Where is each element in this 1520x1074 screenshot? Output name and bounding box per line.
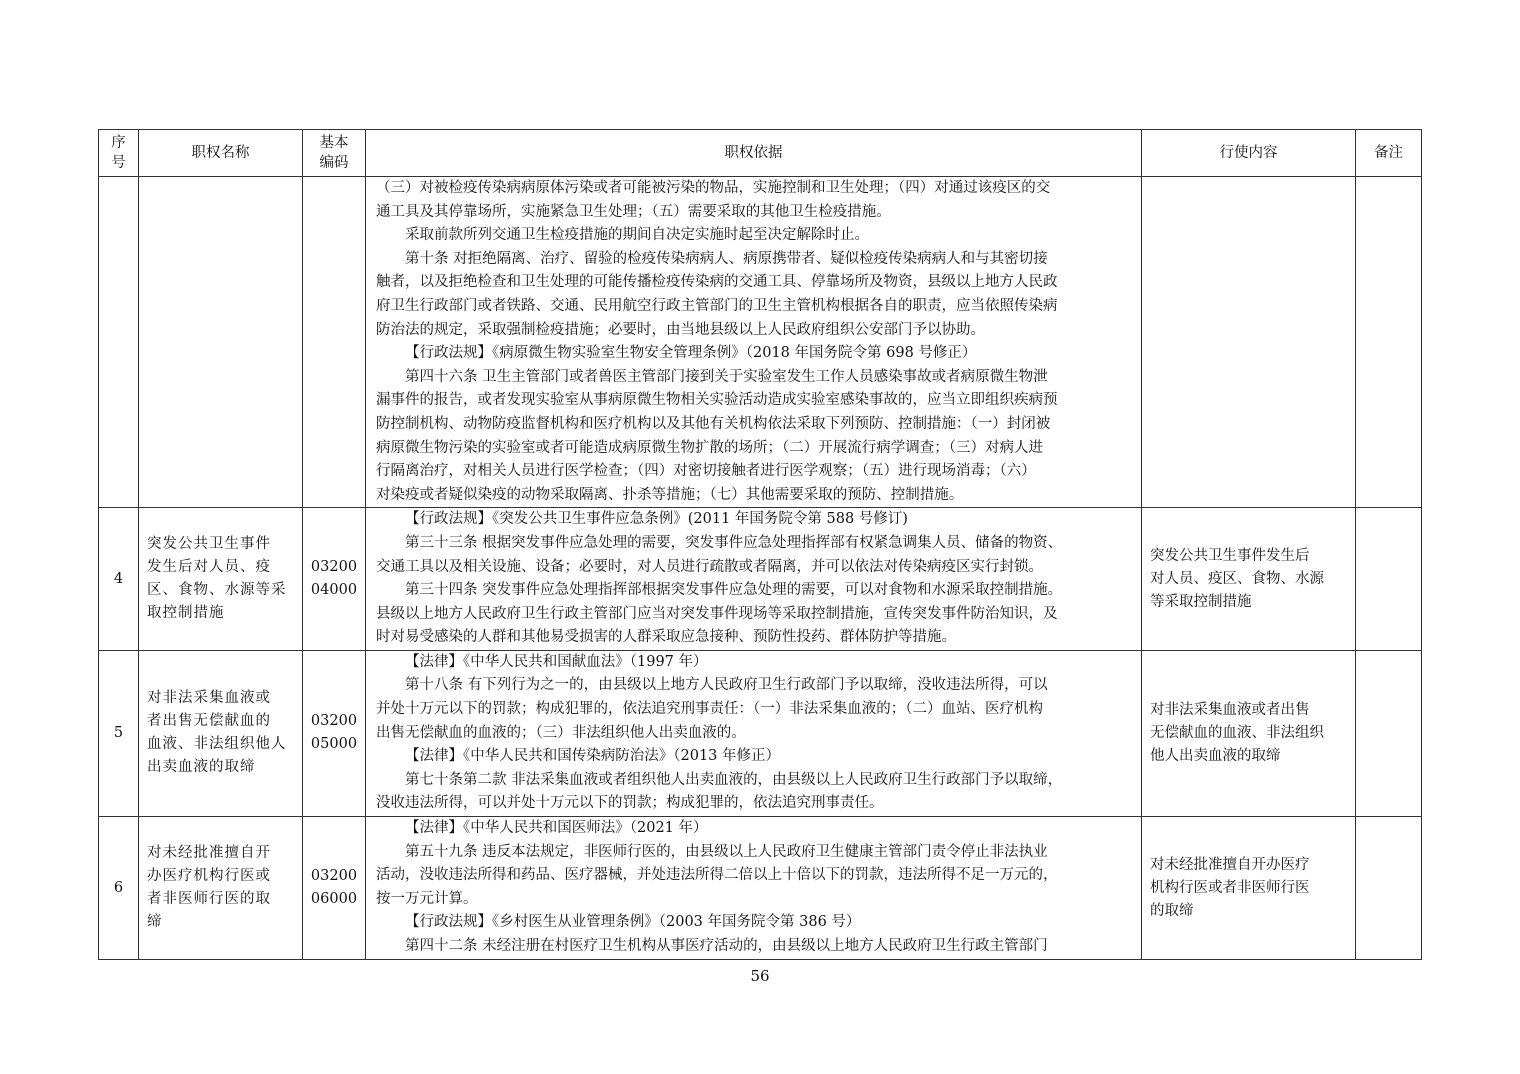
code-cell: 03200 05000 [303, 650, 366, 816]
basis-line: 【法律】《中华人民共和国献血法》（1997 年） [405, 653, 708, 670]
basis-line: 触者，以及拒绝检查和卫生处理的可能传播检疫传染病的交通工具、停靠场所及物资，县级以上地方人民政 [376, 274, 1058, 291]
remark-cell [1356, 650, 1422, 816]
name-cell: 对未经批准擅自开 办医疗机构行医或 者非医师行医的取 缔 [139, 817, 303, 960]
table-row-continuation [99, 177, 1422, 508]
remark-cell [1356, 177, 1422, 508]
basis-cell [366, 817, 1142, 960]
seq-cell: 4 [99, 508, 139, 651]
header-remark: 备注 [1356, 130, 1422, 177]
content-cell: 对未经批准擅自开办医疗 机构行医或者非医师行医 的取缔 [1142, 817, 1356, 960]
content-cell: 突发公共卫生事件发生后 对人员、疫区、食物、水源 等采取控制措施 [1142, 508, 1356, 651]
table-row [99, 817, 1422, 960]
basis-cell [366, 177, 1142, 508]
basis-line: 第七十条第二款 非法采集血液或者组织他人出卖血液的，由县级以上人民政府卫生行政部门予以取缔， [405, 771, 1063, 788]
basis-line: 【行政法规】《乡村医生从业管理条例》（2003 年国务院令第 386 号） [405, 914, 861, 931]
table-row [99, 508, 1422, 651]
seq-cell: 5 [99, 650, 139, 816]
code-cell [303, 177, 366, 508]
seq-cell [99, 177, 139, 508]
basis-line: 府卫生行政部门或者铁路、交通、民用航空行政主管部门的卫生主管机构根据各自的职责，应当依照传染病 [376, 297, 1058, 314]
remark-cell [1356, 508, 1422, 651]
basis-line: 第十条 对拒绝隔离、治疗、留验的检疫传染病病人、病原携带者、疑似检疫传染病病人和与其密切接 [405, 250, 1048, 267]
code-cell: 03200 06000 [303, 817, 366, 960]
basis-line: 病原微生物污染的实验室或者可能造成病原微生物扩散的场所；（二）开展流行病学调查；（三）对病人进 [376, 439, 1043, 456]
basis-line: 【行政法规】《病原微生物实验室生物安全管理条例》（2018 年国务院令第 698 号修正） [405, 345, 977, 362]
basis-line: 第四十六条 卫生主管部门或者兽医主管部门接到关于实验室发生工作人员感染事故或者病原微生物泄 [405, 368, 1048, 385]
basis-line: 【法律】《中华人民共和国医师法》（2021 年） [405, 820, 708, 837]
header-seq: 序 号 [99, 130, 139, 177]
basis-line: 按一万元计算。 [376, 890, 478, 907]
content-cell [1142, 177, 1356, 508]
basis-line: 县级以上地方人民政府卫生行政主管部门应当对突发事件现场等采取控制措施，宣传突发事件防治知识，及 [376, 605, 1058, 622]
basis-line: 第三十三条 根据突发事件应急处理的需要，突发事件应急处理指挥部有权紧急调集人员、储备的物资、 [405, 534, 1063, 551]
basis-cell [366, 650, 1142, 816]
header-name: 职权名称 [139, 130, 303, 177]
basis-line: 【行政法规】《突发公共卫生事件应急条例》(2011 年国务院令第 588 号修订) [405, 511, 908, 528]
remark-cell [1356, 817, 1422, 960]
basis-line: 第四十二条 未经注册在村医疗卫生机构从事医疗活动的，由县级以上地方人民政府卫生行政主管部门 [405, 938, 1048, 954]
code-cell: 03200 04000 [303, 508, 366, 651]
authority-table [98, 129, 1422, 960]
basis-line: 漏事件的报告，或者发现实验室从事病原微生物相关实验活动造成实验室感染事故的，应当立即组织疾病预 [376, 392, 1058, 409]
basis-line: 交通工具以及相关设施、设备；必要时，对人员进行疏散或者隔离，并可以依法对传染病疫区实行封锁。 [376, 558, 1043, 575]
header-basis: 职权依据 [366, 130, 1142, 177]
basis-line: 没收违法所得，可以并处十万元以下的罚款；构成犯罪的，依法追究刑事责任。 [376, 795, 884, 812]
basis-line: 通工具及其停靠场所，实施紧急卫生处理；（五）需要采取的其他卫生检疫措施。 [376, 203, 891, 220]
page-number: 56 [750, 967, 770, 985]
basis-line: 出售无偿献血的血液的；（三）非法组织他人出卖血液的。 [376, 724, 746, 741]
basis-line: 防治法的规定，采取强制检疫措施；必要时，由当地县级以上人民政府组织公安部门予以协助。 [376, 321, 985, 338]
header-code: 基本 编码 [303, 130, 366, 177]
basis-line: 第十八条 有下列行为之一的，由县级以上地方人民政府卫生行政部门予以取缔，没收违法所得，可以 [405, 677, 1048, 694]
basis-line: 行隔离治疗，对相关人员进行医学检查；（四）对密切接触者进行医学观察；（五）进行现场消毒；（六） [376, 463, 1036, 480]
content-cell: 对非法采集血液或者出售 无偿献血的血液、非法组织 他人出卖血液的取缔 [1142, 650, 1356, 816]
basis-cell [366, 508, 1142, 651]
name-cell [139, 177, 303, 508]
basis-line: 第三十四条 突发事件应急处理指挥部根据突发事件应急处理的需要，可以对食物和水源采取控制措施。 [405, 582, 1063, 599]
name-cell: 对非法采集血液或 者出售无偿献血的 血液、非法组织他人 出卖血液的取缔 [139, 650, 303, 816]
basis-line: 防控制机构、动物防疫监督机构和医疗机构以及其他有关机构依法采取下列预防、控制措施：（一）封闭被 [376, 415, 1051, 432]
basis-line: 并处十万元以下的罚款；构成犯罪的，依法追究刑事责任：（一）非法采集血液的；（二）血站、医疗机构 [376, 701, 1043, 718]
table-header-row [99, 130, 1422, 177]
seq-cell: 6 [99, 817, 139, 960]
basis-line: 采取前款所列交通卫生检疫措施的期间自决定实施时起至决定解除时止。 [405, 227, 869, 244]
basis-line: 第五十九条 违反本法规定，非医师行医的，由县级以上人民政府卫生健康主管部门责令停止非法执业 [405, 843, 1048, 860]
table-row [99, 650, 1422, 816]
name-cell: 突发公共卫生事件 发生后对人员、疫 区、食物、水源等采 取控制措施 [139, 508, 303, 651]
basis-line: 对染疫或者疑似染疫的动物采取隔离、扑杀等措施；（七）其他需要采取的预防、控制措施。 [376, 486, 964, 503]
basis-line: （三）对被检疫传染病病原体污染或者可能被污染的物品，实施控制和卫生处理；（四）对通过该疫区的交 [376, 180, 1051, 196]
basis-line: 活动，没收违法所得和药品、医疗器械，并处违法所得二倍以上十倍以下的罚款，违法所得不足一万元的， [376, 867, 1058, 884]
basis-line: 时对易受感染的人群和其他易受损害的人群采取应急接种、预防性投药、群体防护等措施。 [376, 629, 956, 646]
header-content: 行使内容 [1142, 130, 1356, 177]
basis-line: 【法律】《中华人民共和国传染病防治法》（2013 年修正） [405, 748, 781, 765]
